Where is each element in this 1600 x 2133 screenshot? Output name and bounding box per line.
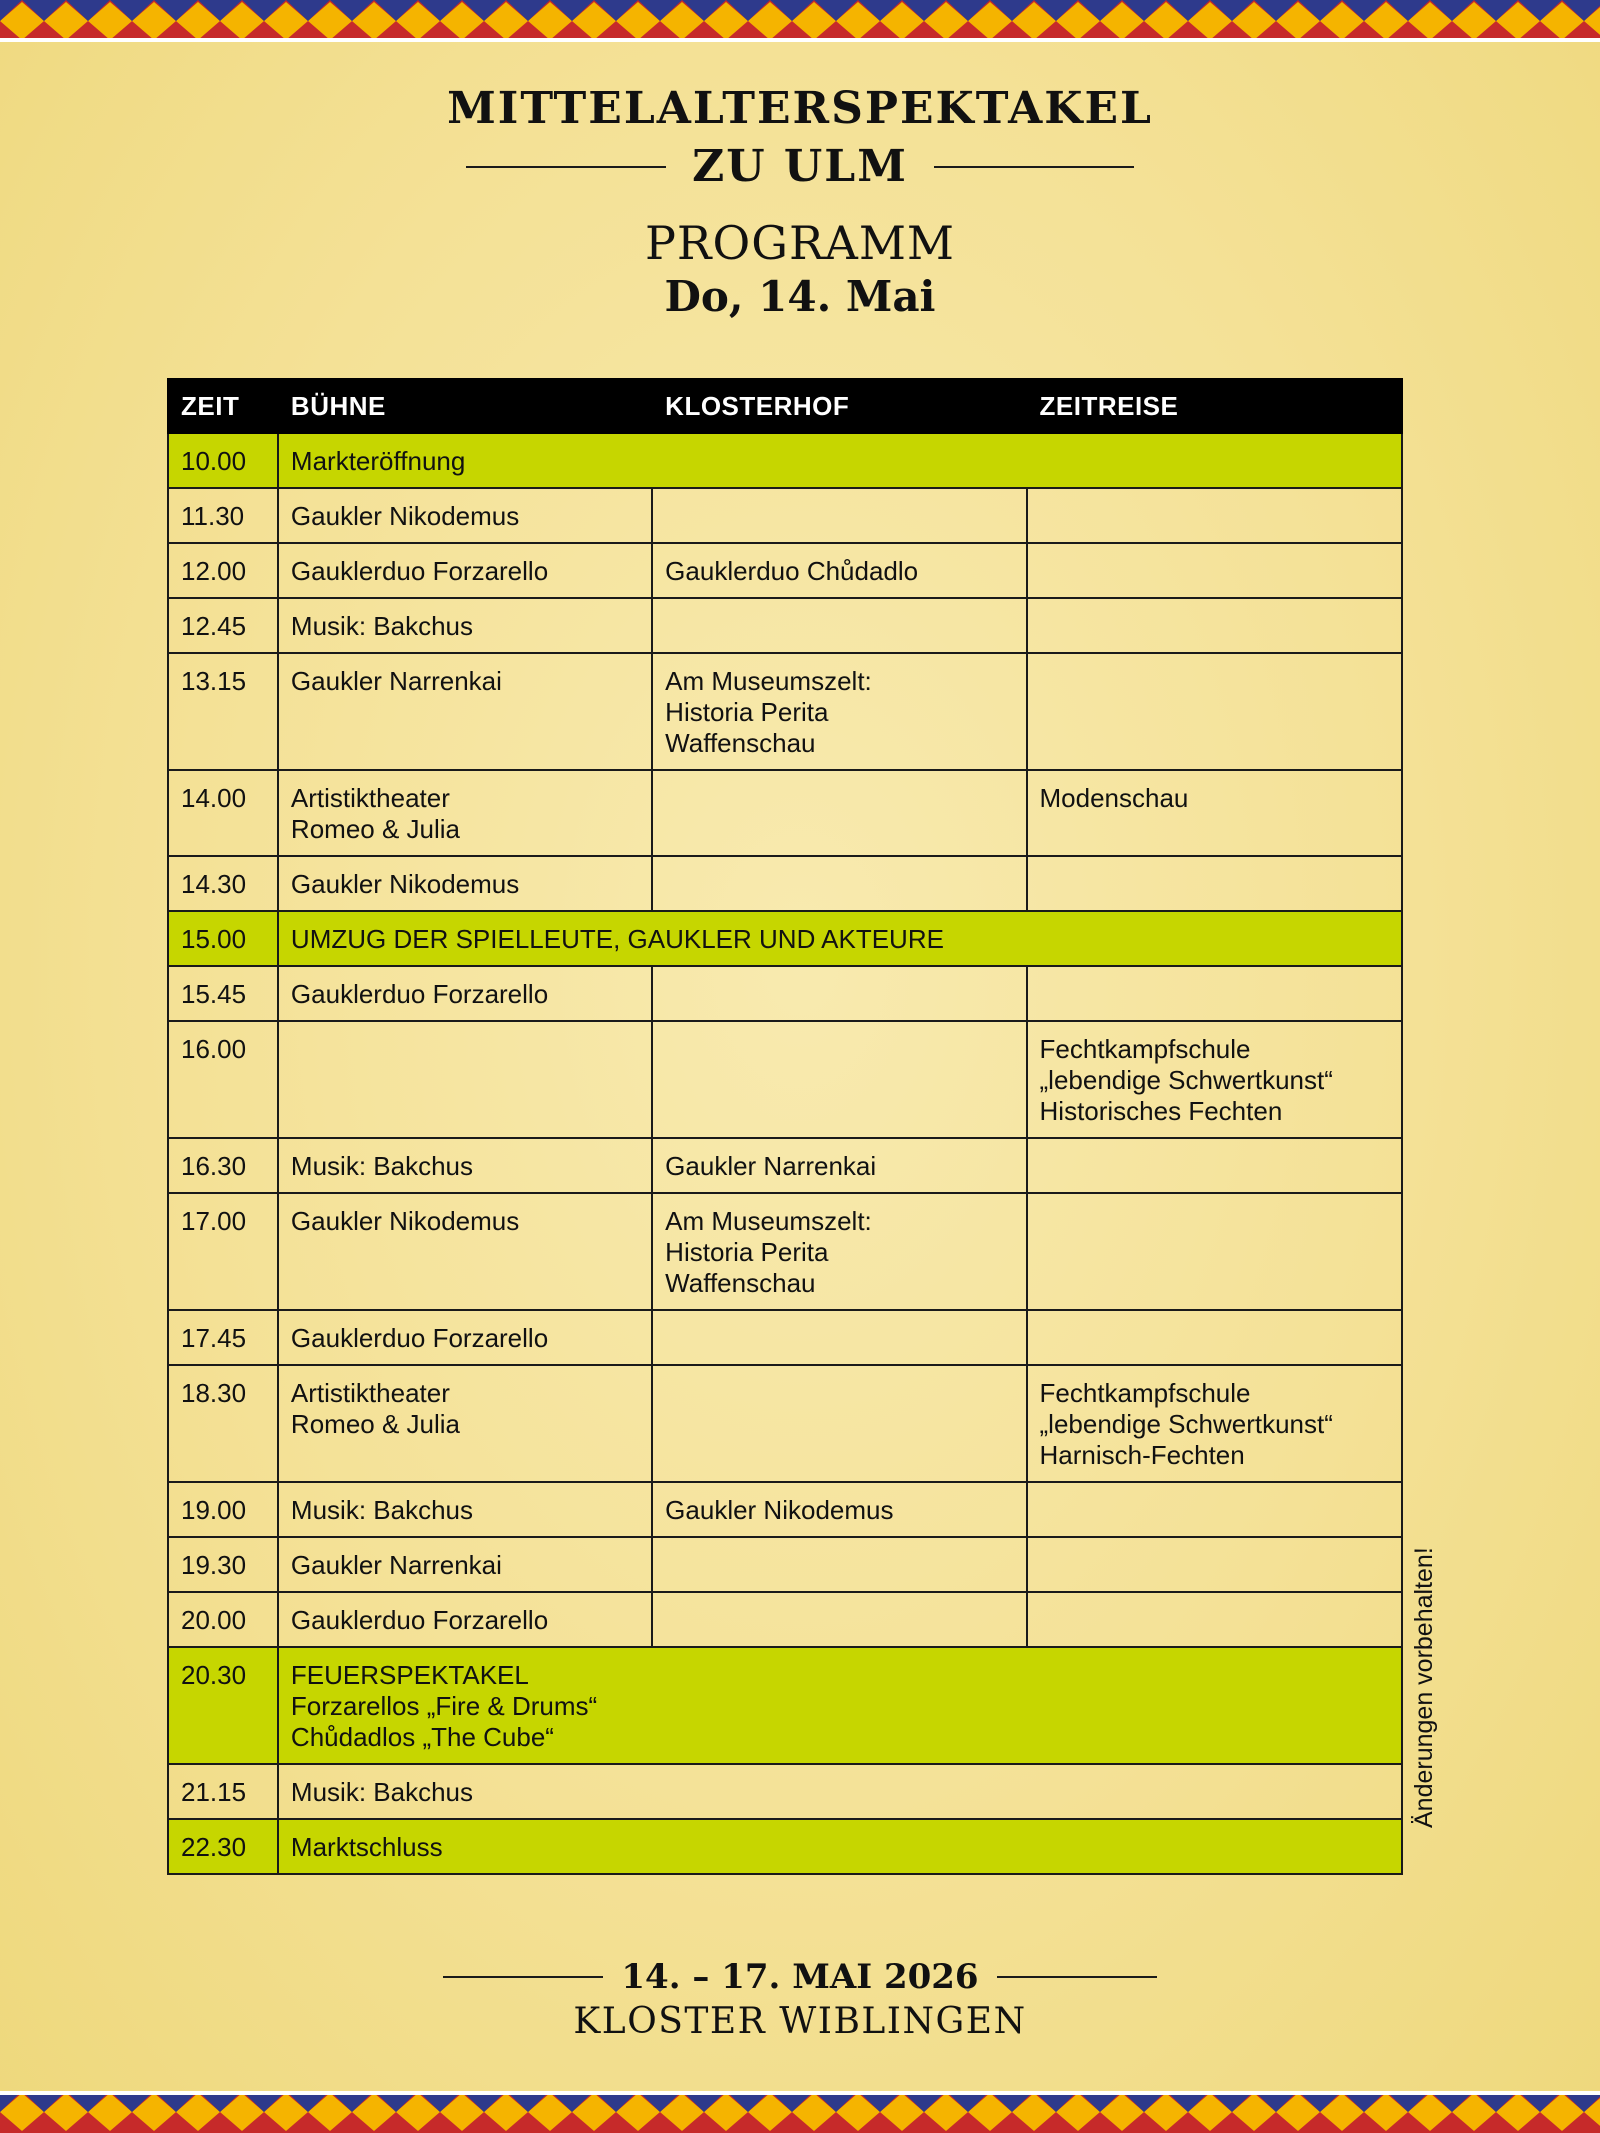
schedule-row [168,1647,1402,1764]
time-cell: 16.30 [168,1138,278,1193]
kloster-cell: Gaukler Nikodemus [652,1482,1026,1537]
stage-cell: Gauklerduo Forzarello [278,966,652,1021]
schedule-row [168,911,1402,966]
zeitreise-cell: Modenschau [1027,770,1402,856]
zeitreise-cell [1027,1193,1402,1310]
footer-venue: KLOSTER WIBLINGEN [573,2001,1027,2042]
stage-cell: Gauklerduo Forzarello [278,543,652,598]
title-rule-right [934,166,1134,168]
kloster-cell [652,1365,1026,1482]
kloster-cell [652,770,1026,856]
schedule-row [168,770,1402,856]
side-note: Änderungen vorbehalten! [1410,1547,1438,1828]
kloster-cell: Gauklerduo Chůdadlo [652,543,1026,598]
stage-cell: Musik: Bakchus [278,1482,652,1537]
stage-cell: Gaukler Nikodemus [278,856,652,911]
stage-cell: Gauklerduo Forzarello [278,1592,652,1647]
zeitreise-cell [1027,1138,1402,1193]
footer-rule-left [443,1976,603,1978]
time-cell: 14.30 [168,856,278,911]
kloster-cell: Gaukler Narrenkai [652,1138,1026,1193]
column-header-zeitreise: ZEITREISE [1027,379,1402,433]
stage-cell: Artistiktheater Romeo & Julia [278,770,652,856]
schedule-row [168,1764,1402,1819]
decorative-border-top [0,0,1600,42]
header [0,82,1600,324]
time-cell: 13.15 [168,653,278,770]
zeitreise-cell [1027,856,1402,911]
column-header-klosterhof: KLOSTERHOF [652,379,1026,433]
stage-cell: Musik: Bakchus [278,1138,652,1193]
span-event-cell: FEUERSPEKTAKEL Forzarellos „Fire & Drums“ Chůdadlos „The Cube“ [278,1647,1402,1764]
program-day: Do, 14. Mai [664,272,936,321]
kloster-cell: Am Museumszelt: Historia Perita Waffenschau [652,653,1026,770]
schedule-row [168,1310,1402,1365]
kloster-cell [652,1310,1026,1365]
schedule-row [168,966,1402,1021]
program-label: PROGRAMM [644,216,956,270]
time-cell: 15.45 [168,966,278,1021]
kloster-cell [652,598,1026,653]
stage-cell: Artistiktheater Romeo & Julia [278,1365,652,1482]
kloster-cell [652,856,1026,911]
schedule-row [168,543,1402,598]
footer-rule-right [997,1976,1157,1978]
time-cell: 21.15 [168,1764,278,1819]
time-cell: 11.30 [168,488,278,543]
schedule-row [168,1537,1402,1592]
kloster-cell: Am Museumszelt: Historia Perita Waffenschau [652,1193,1026,1310]
time-cell: 19.30 [168,1537,278,1592]
time-cell: 22.30 [168,1819,278,1874]
time-cell: 19.00 [168,1482,278,1537]
footer-dates: 14. – 17. MAI 2026 [621,1957,979,1997]
time-cell: 12.45 [168,598,278,653]
schedule-row [168,1482,1402,1537]
stage-cell: Musik: Bakchus [278,598,652,653]
stage-cell: Gaukler Nikodemus [278,488,652,543]
schedule-body [168,433,1402,1874]
schedule-row [168,433,1402,488]
span-event-cell: Markteröffnung [278,433,1402,488]
schedule-row [168,1365,1402,1482]
kloster-cell [652,488,1026,543]
time-cell: 10.00 [168,433,278,488]
time-cell: 15.00 [168,911,278,966]
time-cell: 18.30 [168,1365,278,1482]
zeitreise-cell [1027,1537,1402,1592]
schedule-row [168,1819,1402,1874]
zeitreise-cell: Fechtkampfschule „lebendige Schwertkunst“ Harnisch-Fechten [1027,1365,1402,1482]
decorative-border-bottom [0,2091,1600,2133]
zeitreise-cell [1027,543,1402,598]
column-header-time: ZEIT [168,379,278,433]
schedule-row [168,1193,1402,1310]
schedule-header-row [168,379,1402,433]
schedule-row [168,1138,1402,1193]
zeitreise-cell [1027,598,1402,653]
footer [0,1955,1600,2045]
time-cell: 20.00 [168,1592,278,1647]
schedule-row [168,856,1402,911]
zeitreise-cell [1027,1482,1402,1537]
time-cell: 14.00 [168,770,278,856]
schedule-row [168,488,1402,543]
event-title-line1: MITTELALTERSPEKTAKEL [447,83,1153,134]
span-event-cell: UMZUG DER SPIELLEUTE, GAUKLER UND AKTEURE [278,911,1402,966]
stage-cell: Gaukler Narrenkai [278,653,652,770]
time-cell: 16.00 [168,1021,278,1138]
schedule-row [168,598,1402,653]
zeitreise-cell [1027,653,1402,770]
span-event-cell: Marktschluss [278,1819,1402,1874]
title-rule-left [466,166,666,168]
stage-cell [278,1021,652,1138]
schedule-table [167,378,1403,1875]
span-event-cell: Musik: Bakchus [278,1764,1402,1819]
zeitreise-cell [1027,488,1402,543]
time-cell: 12.00 [168,543,278,598]
event-title-line2: ZU ULM [692,141,908,192]
kloster-cell [652,1021,1026,1138]
zeitreise-cell [1027,1310,1402,1365]
schedule-row [168,653,1402,770]
time-cell: 17.45 [168,1310,278,1365]
stage-cell: Gauklerduo Forzarello [278,1310,652,1365]
kloster-cell [652,1537,1026,1592]
schedule-row [168,1592,1402,1647]
schedule-row [168,1021,1402,1138]
stage-cell: Gaukler Narrenkai [278,1537,652,1592]
zeitreise-cell: Fechtkampfschule „lebendige Schwertkunst“ Historisches Fechten [1027,1021,1402,1138]
kloster-cell [652,1592,1026,1647]
kloster-cell [652,966,1026,1021]
column-header-stage: BÜHNE [278,379,652,433]
zeitreise-cell [1027,1592,1402,1647]
stage-cell: Gaukler Nikodemus [278,1193,652,1310]
time-cell: 20.30 [168,1647,278,1764]
time-cell: 17.00 [168,1193,278,1310]
zeitreise-cell [1027,966,1402,1021]
